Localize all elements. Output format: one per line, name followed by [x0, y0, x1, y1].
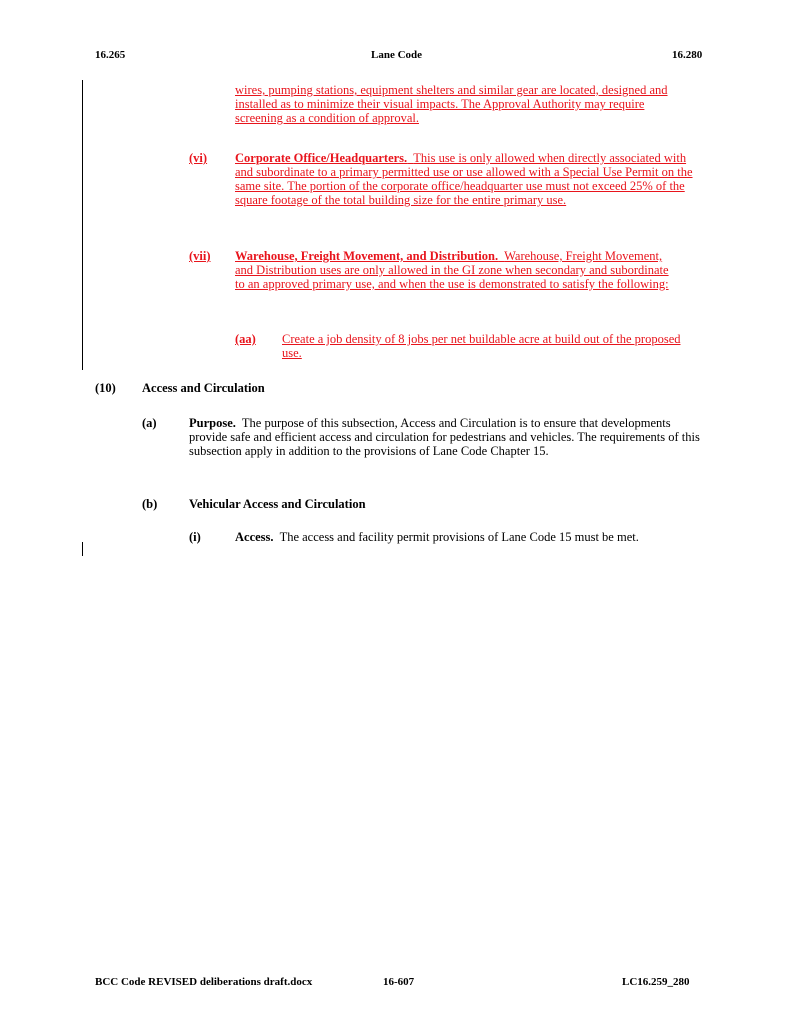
footer-page-number: 16-607 [383, 976, 415, 988]
item-vii-paragraph [235, 249, 680, 291]
item-a-label: (a) [142, 416, 157, 430]
item-aa-label: (aa) [235, 332, 256, 346]
item-i-paragraph [235, 530, 715, 544]
item-b-label: (b) [142, 497, 158, 511]
section-10-title: Access and Circulation [142, 381, 265, 395]
item-vii-title: Warehouse, Freight Movement, and Distribution. [235, 249, 499, 263]
item-vi-text: This use is only allowed when directly associated with and subordinate to a primary permitted use or use allowed with a Special Use Permit on the same site. The portion of the corporate office/headquarter use must not exceed 25% of the square footage of the total building size for the entire primary use. [235, 151, 693, 207]
item-vii-text: Warehouse, Freight Movement, and Distribution uses are only allowed in the GI zone when secondary and subordinate to an approved primary use, and when the use is demonstrated to satisfy the following: [235, 249, 669, 291]
item-i-text: The access and facility permit provisions of Lane Code 15 must be met. [279, 530, 639, 544]
section-10-label: (10) [95, 381, 116, 395]
item-a-text: The purpose of this subsection, Access and Circulation is to ensure that developments provide safe and efficient access and circulation for pedestrians and vehicles. The requirements of this subsection apply in addition to the provisions of Lane Code Chapter 15. [189, 416, 700, 458]
item-vi-paragraph [235, 151, 705, 207]
header-section-end: 16.280 [672, 49, 703, 61]
footer-filename: BCC Code REVISED deliberations draft.docx [95, 976, 313, 988]
header-section-start: 16.265 [95, 49, 126, 61]
item-i-title: Access. [235, 530, 274, 544]
revision-bar-bottom [82, 542, 83, 556]
item-a-title: Purpose. [189, 416, 236, 430]
item-i-label: (i) [189, 530, 201, 544]
item-vi-title: Corporate Office/Headquarters. [235, 151, 408, 165]
item-vii-label: (vii) [189, 249, 211, 263]
item-aa-text: Create a job density of 8 jobs per net buildable acre at build out of the proposed use. [282, 332, 681, 360]
item-a-paragraph [189, 416, 704, 458]
footer-code-range: LC16.259_280 [622, 976, 690, 988]
continued-paragraph: wires, pumping stations, equipment shelters and similar gear are located, designed and installed as to minimize their visual impacts. The Approval Authority may require screening as a condition of approval. [235, 83, 668, 125]
item-vi-label: (vi) [189, 151, 208, 165]
revision-bar-top [82, 80, 83, 370]
header-title: Lane Code [371, 49, 423, 61]
item-b-title: Vehicular Access and Circulation [189, 497, 366, 511]
